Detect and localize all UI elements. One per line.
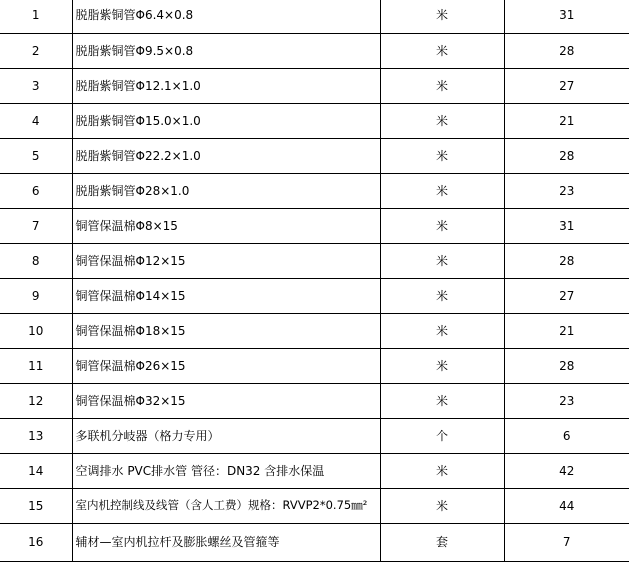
table-row [0,243,629,278]
unit-cell: 米 [380,313,504,348]
item-name-cell: 铜管保温棉Φ32×15 [72,383,380,418]
row-number-cell: 8 [0,243,72,278]
item-name-cell: 脱脂紫铜管Φ28×1.0 [72,173,380,208]
row-number-cell: 11 [0,348,72,383]
quantity-cell: 28 [504,348,629,383]
row-number-cell: 7 [0,208,72,243]
row-number-cell: 14 [0,453,72,488]
unit-cell: 米 [380,488,504,523]
item-name-cell: 脱脂紫铜管Φ15.0×1.0 [72,103,380,138]
unit-cell: 米 [380,383,504,418]
row-number-cell: 2 [0,33,72,68]
unit-cell: 米 [380,33,504,68]
item-name-cell: 铜管保温棉Φ26×15 [72,348,380,383]
table-row [0,383,629,418]
quantity-cell: 28 [504,138,629,173]
table-row [0,313,629,348]
row-number-cell: 10 [0,313,72,348]
row-number-cell: 12 [0,383,72,418]
row-number-cell: 4 [0,103,72,138]
quantity-cell: 6 [504,418,629,453]
row-number-cell: 5 [0,138,72,173]
quantity-cell: 42 [504,453,629,488]
item-name-cell: 空调排水 PVC排水管 管径：DN32 含排水保温 [72,453,380,488]
item-name-cell: 脱脂紫铜管Φ12.1×1.0 [72,68,380,103]
quantity-cell: 31 [504,0,629,33]
quantity-cell: 31 [504,208,629,243]
quantity-cell: 28 [504,243,629,278]
quantity-cell: 44 [504,488,629,523]
unit-cell: 米 [380,243,504,278]
quantity-cell: 27 [504,68,629,103]
unit-cell: 米 [380,453,504,488]
row-number-cell: 3 [0,68,72,103]
table-row [0,138,629,173]
row-number-cell: 1 [0,0,72,33]
table-row [0,278,629,313]
item-name-cell: 铜管保温棉Φ14×15 [72,278,380,313]
quantity-cell: 7 [504,523,629,561]
item-name-cell: 脱脂紫铜管Φ22.2×1.0 [72,138,380,173]
row-number-cell: 16 [0,523,72,561]
unit-cell: 米 [380,68,504,103]
item-name-cell: 脱脂紫铜管Φ6.4×0.8 [72,0,380,33]
unit-cell: 米 [380,278,504,313]
item-name-cell: 多联机分岐器（格力专用） [72,418,380,453]
table-row [0,208,629,243]
table-row [0,348,629,383]
item-name-cell: 铜管保温棉Φ18×15 [72,313,380,348]
item-name-cell: 辅材—室内机拉杆及膨胀螺丝及管箍等 [72,523,380,561]
table-row [0,33,629,68]
quantity-cell: 21 [504,103,629,138]
unit-cell: 米 [380,208,504,243]
row-number-cell: 15 [0,488,72,523]
unit-cell: 米 [380,173,504,208]
row-number-cell: 13 [0,418,72,453]
table-row [0,523,629,561]
quantity-cell: 28 [504,33,629,68]
table-row [0,173,629,208]
row-number-cell: 9 [0,278,72,313]
table-row [0,0,629,33]
unit-cell: 米 [380,0,504,33]
unit-cell: 米 [380,348,504,383]
item-name-cell: 铜管保温棉Φ8×15 [72,208,380,243]
unit-cell: 个 [380,418,504,453]
unit-cell: 米 [380,103,504,138]
table-row [0,418,629,453]
unit-cell: 米 [380,138,504,173]
row-number-cell: 6 [0,173,72,208]
table-row [0,453,629,488]
quantity-cell: 23 [504,383,629,418]
quantity-cell: 27 [504,278,629,313]
item-name-cell: 室内机控制线及线管（含人工费）规格：RVVP2*0.75㎜² [72,488,380,523]
table-row [0,68,629,103]
quantity-cell: 21 [504,313,629,348]
table-row [0,488,629,523]
unit-cell: 套 [380,523,504,561]
quantity-cell: 23 [504,173,629,208]
table-row [0,103,629,138]
item-name-cell: 脱脂紫铜管Φ9.5×0.8 [72,33,380,68]
item-name-cell: 铜管保温棉Φ12×15 [72,243,380,278]
